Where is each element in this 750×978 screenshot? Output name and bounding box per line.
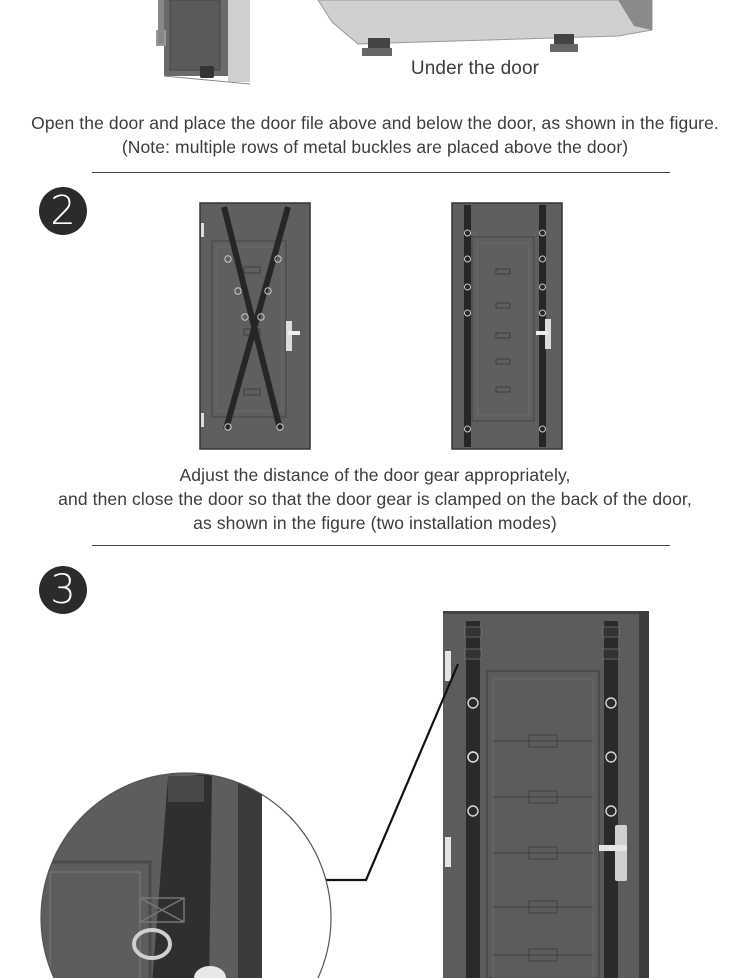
step2-instruction-line3: as shown in the figure (two installation modes): [193, 513, 557, 533]
divider-2: [92, 545, 670, 546]
door-parallel-strap-image: [450, 203, 564, 451]
step2-instruction-line2: and then close the door so that the door gear is clamped on the back of the door,: [58, 489, 692, 509]
zoom-detail-image: [40, 772, 332, 978]
step2-instruction-line1: Adjust the distance of the door gear appropriately,: [179, 465, 571, 485]
step2-badge: 2: [39, 187, 87, 235]
divider-1: [92, 172, 670, 173]
under-door-label: Under the door: [410, 58, 540, 79]
step3-badge: 3: [39, 566, 87, 614]
door-large-image: [443, 611, 651, 978]
door-x-strap-image: [198, 203, 312, 451]
step1-door-side-image: [150, 0, 260, 86]
step1-instruction-line1: Open the door and place the door file above and below the door, as shown in the figure.: [31, 113, 719, 133]
step1-under-door-image: [318, 0, 652, 60]
step1-instruction-line2: (Note: multiple rows of metal buckles are placed above the door): [121, 137, 629, 157]
